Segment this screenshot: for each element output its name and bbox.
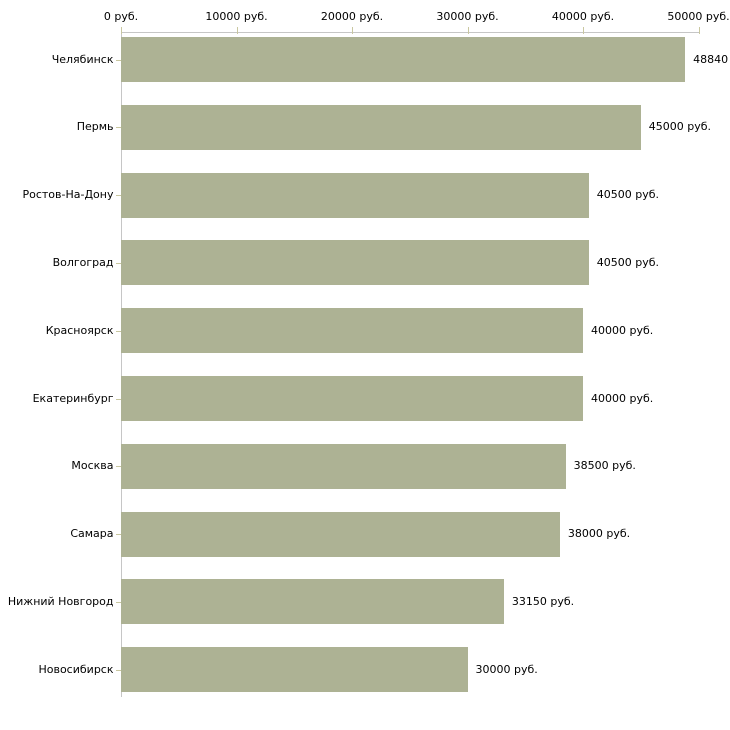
category-label: Нижний Новгород: [7, 594, 114, 608]
x-tick: [699, 27, 700, 34]
category-label: Ростов-На-Дону: [22, 188, 114, 202]
x-tick-label: 30000 руб.: [436, 10, 499, 23]
y-tick: [116, 127, 121, 128]
value-label: 38000 руб.: [567, 527, 631, 541]
value-label: 45000 руб.: [648, 120, 712, 134]
bar: [121, 647, 468, 692]
bar: [121, 579, 504, 624]
value-label: 30000 руб.: [475, 662, 538, 676]
category-label: Челябинск: [51, 52, 114, 66]
x-tick: [583, 27, 584, 34]
bar: [121, 444, 566, 489]
y-tick: [116, 534, 121, 535]
x-tick: [352, 27, 353, 34]
y-tick: [116, 602, 121, 603]
value-label: 40500 руб.: [596, 255, 660, 269]
y-tick: [116, 399, 121, 400]
category-label: Волгоград: [52, 255, 114, 269]
x-tick-label: 20000 руб.: [320, 10, 384, 23]
category-label: Красноярск: [45, 323, 114, 337]
y-tick: [116, 466, 121, 467]
category-label: Пермь: [76, 120, 114, 134]
category-label: Екатеринбург: [32, 391, 114, 405]
x-tick: [237, 27, 238, 34]
y-tick: [116, 263, 121, 264]
y-tick: [116, 60, 121, 61]
bar: [121, 173, 589, 218]
x-axis-line: [121, 32, 701, 33]
x-tick: [121, 27, 122, 34]
value-label: 48840: [693, 52, 729, 66]
bar: [121, 240, 589, 285]
value-label: 33150 руб.: [511, 594, 575, 608]
bar: [121, 308, 583, 353]
value-label: 38500 руб.: [573, 459, 636, 473]
value-label: 40000 руб.: [591, 391, 654, 405]
y-tick: [116, 331, 121, 332]
value-label: 40000 руб.: [591, 323, 654, 337]
bar: [121, 512, 560, 557]
category-label: Самара: [70, 527, 114, 541]
x-tick: [468, 27, 469, 34]
y-tick: [116, 195, 121, 196]
bar: [121, 37, 685, 82]
value-label: 40500 руб.: [596, 188, 660, 202]
category-label: Москва: [71, 459, 114, 473]
x-tick-label: 0 руб.: [103, 10, 139, 23]
x-tick-label: 40000 руб.: [551, 10, 615, 23]
x-tick-label: 10000 руб.: [205, 10, 268, 23]
category-label: Новосибирск: [38, 662, 114, 676]
x-tick-label: 50000 руб.: [667, 10, 730, 23]
y-tick: [116, 670, 121, 671]
bar: [121, 105, 641, 150]
bar: [121, 376, 583, 421]
